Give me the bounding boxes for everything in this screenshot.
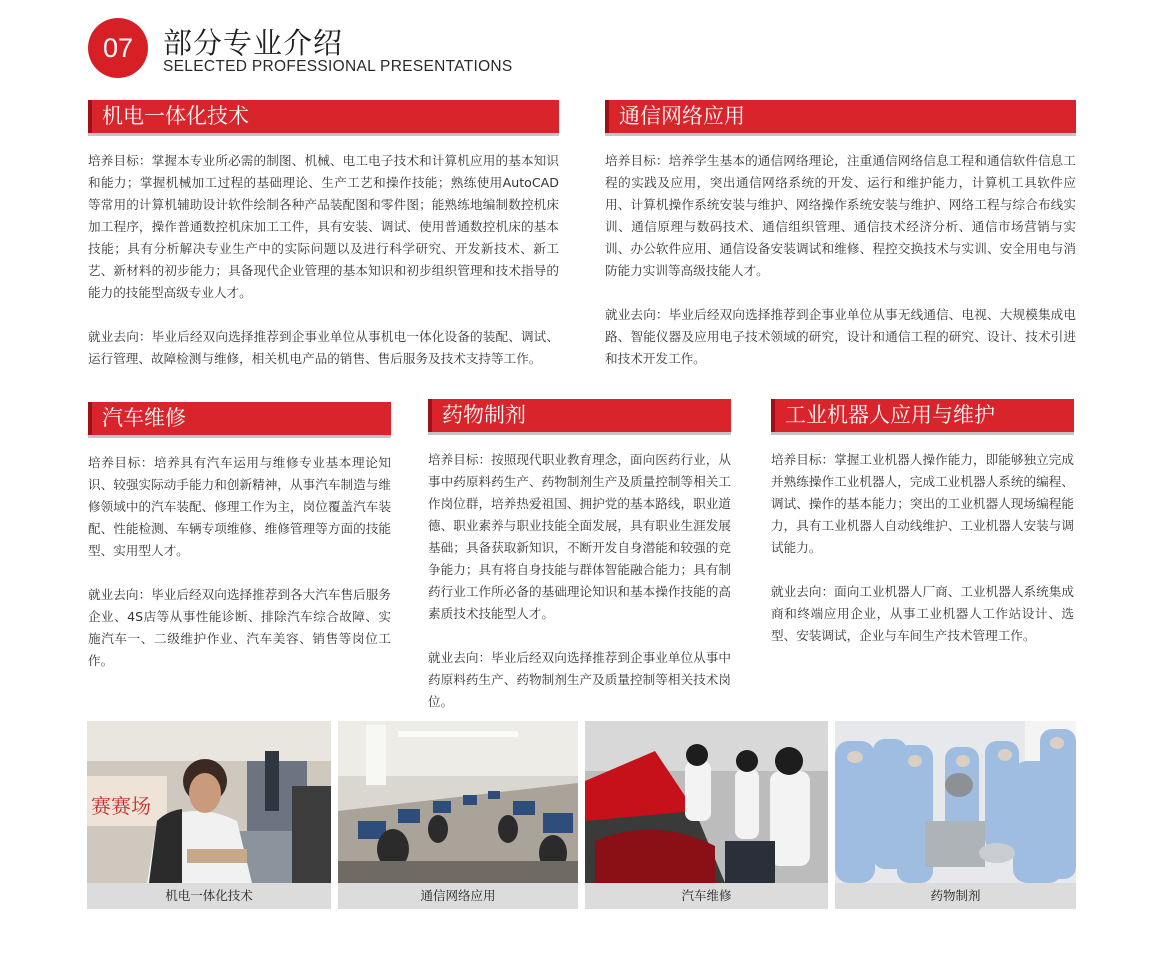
section-number-badge [88,18,148,78]
training-goal-text: 培养目标：按照现代职业教育理念，面向医药行业，从事中药原料药生产、药物制剂生产及质量控制等相关工作岗位群，培养热爱祖国、拥护党的基本路线，职业道德、职业素养与职业技能全面发展，具有职业生涯发展基础；具备获取新知识，不断开发自身潜能和较强的竞争能力；具有将自身技能与群体智能融合能力；具有制药行业工作所必备的基础理论知识和基本操作技能的高素质技术技能型人才。 [428,452,731,621]
major-section-network [605,100,1076,370]
photo-mechatronics [87,721,331,909]
mechatronics-photo-image [87,721,331,883]
employment-text: 就业去向：毕业后经双向选择推荐到企事业单位从事机电一体化设备的装配、调试、运行管理、故障检测与维修，相关机电产品的销售、售后服务及技术支持等工作。 [88,329,559,366]
auto-repair-photo-image [585,721,828,883]
major-section-pharma [428,399,731,713]
photo-pharma [835,721,1076,909]
computer-lab-photo-image [338,721,578,883]
major-section-auto [88,402,391,672]
photo-caption: 汽车维修 [585,883,828,909]
photo-caption: 通信网络应用 [338,883,578,909]
photo-auto [585,721,828,909]
photo-network [338,721,578,909]
major-title-bar: 通信网络应用 [605,100,1076,136]
major-title-bar: 工业机器人应用与维护 [771,399,1074,435]
major-title-bar: 汽车维修 [88,402,391,438]
page-subtitle: SELECTED PROFESSIONAL PRESENTATIONS [163,58,513,75]
training-goal-text: 培养目标：掌握工业机器人操作能力，即能够独立完成并熟练操作工业机器人，完成工业机器人系统的编程、调试、操作的基本能力；突出的工业机器人现场编程能力，具有工业机器人自动线维护、工业机器人安装与调试能力。 [771,452,1074,555]
pharma-photo-image [835,721,1076,883]
major-title-bar: 药物制剂 [428,399,731,435]
page-title: 部分专业介绍 [163,26,344,60]
employment-text: 就业去向：毕业后经双向选择推荐到各大汽车售后服务企业、4S店等从事性能诊断、排除汽车综合故障、实施汽车一、二级维护作业、汽车美容、销售等岗位工作。 [88,587,391,668]
section-number: 07 [102,32,134,63]
training-goal-text: 培养目标：掌握本专业所必需的制图、机械、电工电子技术和计算机应用的基本知识和能力；掌握机械加工过程的基础理论、生产工艺和操作技能；熟练使用AutoCAD等常用的计算机辅助设计软件绘制各种产品装配图和零件图；能熟练地编制数控机床加工程序，操作普通数控机床加工工件，具有安装、调试、使用普通数控机床的基本技能；具有分析解决专业生产中的实际问题以及进行科学研究、开发新技术、新工艺、新材料的初步能力；具备现代企业管理的基本知识和初步组织管理和技术指导的能力的技能型高级专业人才。 [88,153,559,300]
employment-text: 就业去向：毕业后经双向选择推荐到企事业单位从事无线通信、电视、大规模集成电路、智能仪器及应用电子技术领域的研究，设计和通信工程的研究、设计、技术引进和技术开发工作。 [605,307,1076,366]
photo-caption: 机电一体化技术 [87,883,331,909]
major-title-bar: 机电一体化技术 [88,100,559,136]
major-section-robot [771,399,1074,647]
employment-text: 就业去向：毕业后经双向选择推荐到企事业单位从事中药原料药生产、药物制剂生产及质量控制等相关技术岗位。 [428,650,731,709]
photo-caption: 药物制剂 [835,883,1076,909]
banner-text: 赛赛场 [91,794,151,818]
major-section-mechatronics [88,100,559,370]
employment-text: 就业去向：面向工业机器人厂商、工业机器人系统集成商和终端应用企业，从事工业机器人工作站设计、选型、安装调试，企业与车间生产技术管理工作。 [771,584,1074,643]
training-goal-text: 培养目标：培养具有汽车运用与维修专业基本理论知识、较强实际动手能力和创新精神，从事汽车制造与维修领域中的汽车装配、修理工作为主，岗位覆盖汽车装配、性能检测、车辆专项维修、维修管理等方面的技能型、实用型人才。 [88,455,391,558]
training-goal-text: 培养目标：培养学生基本的通信网络理论，注重通信网络信息工程和通信软件信息工程的实践及应用，突出通信网络系统的开发、运行和维护能力，计算机工具软件应用、计算机操作系统安装与维护、网络操作系统安装与维护、网络工程与综合布线实训、通信原理与数码技术、通信组织管理、通信技术经济分析、通信市场营销与实训、办公软件应用、通信设备安装调试和维修、程控交换技术与实训、安全用电与消防能力实训等高级技能人才。 [605,153,1076,278]
